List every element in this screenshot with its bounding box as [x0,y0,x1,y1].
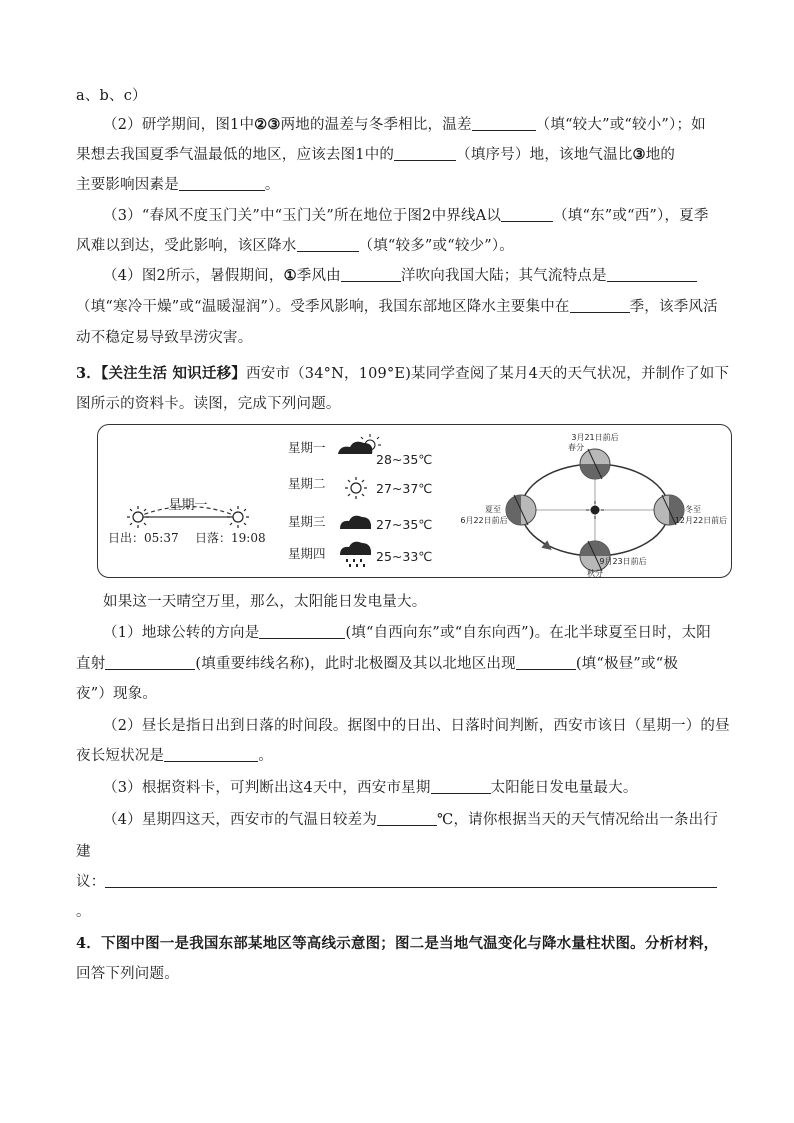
answer-blank[interactable] [179,176,265,191]
info-card [97,424,732,578]
sub-question-4-line-2: 建 [76,844,91,860]
problem-4-line-1: 4．下图中图一是我国东部某地区等高线示意图；图二是当地气温变化与降水量柱状图。分析材料， [76,935,719,952]
summer-date: 6月22日前后 [460,516,508,525]
orbit-direction-arrow [538,539,548,547]
sunny-icon [345,477,367,499]
weather-row [288,434,432,467]
spring-label: 春分 [568,443,584,452]
partly-cloudy-icon [338,434,381,454]
info-card-figure [98,425,733,579]
sub-question-4-line-1: （4）星期四这天，西安市的气温日较差为 ℃，请你根据当天的天气情况给出一条出行 [103,812,719,828]
question-2-line-2: 果想去我国夏季气温最低的地区，应该去图1中的 （填序号）地，该地气温比③地的 [76,146,676,163]
earth-icon [580,541,610,571]
earth-icon [580,449,610,479]
sunset-time: 日落：19:08 [195,531,266,545]
weather-day: 星期二 [288,476,326,491]
answer-blank[interactable] [297,237,359,252]
question-4-line-2: （填“寒冷干燥”或“温暖湿润”）。受季风影响，我国东部地区降水主要集中在 季，该季风活 [76,299,718,315]
problem-tag: 【关注生活 知识迁移】 [101,365,246,382]
answer-blank[interactable] [105,655,195,670]
weather-day: 星期四 [288,546,326,561]
answer-blank[interactable] [341,267,401,282]
rain-icon [340,542,371,567]
weather-day: 星期三 [288,514,326,529]
weather-temp: 27~35℃ [376,517,433,532]
sub-question-4-line-3: 议： [76,872,736,892]
weather-row [288,514,432,532]
answer-blank[interactable] [431,779,491,794]
weather-day: 星期一 [288,440,326,455]
question-3-line-2: 风难以到达，受此影响，该区降水 （填“较多”或“较少”）。 [76,238,515,254]
answer-blank[interactable] [259,624,345,639]
problem-3-line-1: 3．【关注生活 知识迁移】西安市（34°N，109°E)某同学查阅了某月4天的天气状况，并制作了如下 [76,365,730,382]
sub-question-2-line-1: （2）昼长是指日出到日落的时间段。据图中的日出、日落时间判断，西安市该日（星期一）的昼 [103,718,730,734]
answer-blank[interactable] [377,811,437,826]
answer-blank[interactable] [472,116,536,131]
card-caption: 如果这一天晴空万里，那么，太阳能日发电量大。 [103,594,427,610]
summer-label: 夏至 [485,505,501,514]
circled-number: ① [283,267,297,284]
answer-blank[interactable] [570,298,630,313]
answer-blank[interactable] [105,873,717,888]
sub-question-1-line-2: 直射 (填重要纬线名称)，此时北极圈及其以北地区出现 (填“极昼”或“极 [76,656,679,672]
sun-path-day-label: 星期一 [168,498,208,513]
text-line: a、b、c） [76,88,147,104]
answer-blank[interactable] [394,146,456,161]
weather-temp: 27~37℃ [376,481,433,496]
sub-question-2-line-2: 夜长短状况是 。 [76,748,273,764]
weather-temp: 28~35℃ [376,452,433,467]
question-4-line-3: 动不稳定易导致旱涝灾害。 [76,330,253,346]
winter-date: 12月22日前后 [674,516,728,525]
sub-question-1-line-1: （1）地球公转的方向是 (填“自西向东”或“自东向西”)。在北半球夏至日时，太阳 [103,625,712,641]
autumn-date: 9月23日前后 [599,557,647,566]
weather-temp: 25~33℃ [376,549,433,564]
question-2-line-1: （2）研学期间，图1中②③两地的温差与冬季相比，温差 （填“较大”或“较小”）；如 [103,116,706,133]
problem-3-line-2: 图所示的资料卡。读图，完成下列问题。 [76,396,341,412]
spring-date: 3月21日前后 [571,433,619,442]
weather-row [288,476,432,499]
autumn-label: 秋分 [587,569,603,578]
circled-number: ② [254,116,268,133]
answer-blank[interactable] [501,207,553,222]
sun-icon [586,501,604,519]
sub-question-1-line-3: 夜”）现象。 [76,686,158,702]
sub-question-3-line: （3）根据资料卡，可判断出这4天中，西安市星期 太阳能日发电量最大。 [103,780,638,796]
answer-blank[interactable] [607,267,697,282]
problem-4-line-2: 回答下列问题。 [76,966,179,982]
answer-blank[interactable] [164,747,258,762]
earth-icon [506,495,536,525]
question-3-line-1: （3）“春风不度玉门关”中“玉门关”所在地位于图2中界线A以 （填“东”或“西”），夏季 [103,208,709,224]
circled-number: ③ [632,146,646,163]
winter-label: 冬至 [685,505,701,514]
question-2-line-3: 主要影响因素是 。 [76,177,280,193]
circled-number: ③ [267,116,281,133]
sub-question-4-line-4: 。 [76,904,91,920]
weather-row [288,542,432,567]
answer-blank[interactable] [516,655,576,670]
question-4-line-1: （4）图2所示，暑假期间，①季风由 洋吹向我国大陆；其气流特点是 [103,266,736,286]
sunrise-time: 日出：05:37 [108,531,179,545]
cloudy-icon [340,516,371,529]
